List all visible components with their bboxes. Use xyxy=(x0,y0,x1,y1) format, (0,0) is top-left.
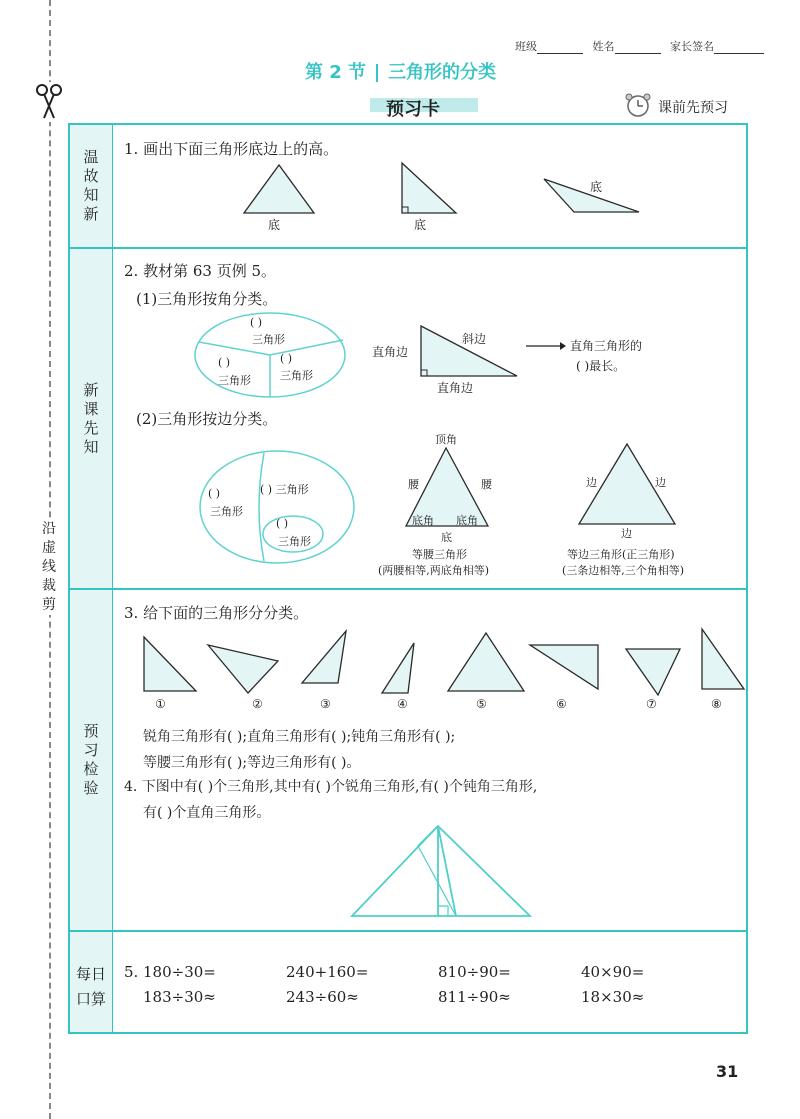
triangle-number-1: ① xyxy=(155,697,166,711)
composite-triangle-figure xyxy=(346,822,536,922)
right-leg-label-2: 直角边 xyxy=(437,381,474,395)
triangle-number-7: ⑦ xyxy=(646,697,657,711)
calc-4-1[interactable]: 40×90= xyxy=(581,963,645,981)
right-conclusion-line1: 直角三角形的 xyxy=(570,339,643,353)
calc-1-1[interactable]: 180÷30= xyxy=(143,963,216,981)
row-label-daily-1: 每日 xyxy=(76,965,107,983)
triangle-number-3: ③ xyxy=(320,697,331,711)
row-label-new: 新课先知 xyxy=(83,381,99,456)
classify-triangle-3 xyxy=(302,631,346,683)
calc-2-1[interactable]: 240+160= xyxy=(286,963,369,981)
angle-paren-right[interactable]: ( ) xyxy=(280,352,293,365)
triangle-number-8: ⑧ xyxy=(711,697,722,711)
leg-label-left: 腰 xyxy=(408,478,419,491)
classify-answer-line-2[interactable]: 等腰三角形有( );等边三角形有( )。 xyxy=(143,755,361,771)
classify-triangle-4 xyxy=(382,643,414,693)
question-1: 1. 画出下面三角形底边上的高。 xyxy=(124,140,339,158)
question-3: 3. 给下面的三角形分分类。 xyxy=(124,604,309,622)
base-angle-left: 底角 xyxy=(412,514,434,527)
equi-side-bottom: 边 xyxy=(621,527,632,540)
header-fields xyxy=(515,38,770,54)
apex-angle-label: 顶角 xyxy=(435,433,457,446)
classify-triangle-1 xyxy=(144,637,196,691)
alarm-clock-icon xyxy=(624,92,652,122)
label-column xyxy=(70,125,113,1032)
calc-3-1[interactable]: 810÷90= xyxy=(438,963,511,981)
row-label-daily-2: 口算 xyxy=(76,990,107,1008)
classify-triangles xyxy=(130,625,750,700)
base-angle-right: 底角 xyxy=(456,514,478,527)
row-divider-3 xyxy=(70,930,746,932)
calc-1-2[interactable]: 183÷30≈ xyxy=(143,988,216,1006)
section-title: 三角形的分类 xyxy=(388,62,497,83)
row-divider-2 xyxy=(70,588,746,590)
base-label-1: 底 xyxy=(268,218,281,232)
name-label: 姓名 xyxy=(592,40,615,53)
triangle-number-6: ⑥ xyxy=(556,697,567,711)
angle-tri-left: 三角形 xyxy=(218,374,251,387)
side-paren-left[interactable]: ( ) xyxy=(208,487,221,500)
classify-triangle-5 xyxy=(448,633,524,691)
angle-classification-ellipse xyxy=(193,310,353,400)
review-triangles xyxy=(230,155,650,225)
angle-paren-left[interactable]: ( ) xyxy=(218,356,231,369)
review-triangle-2 xyxy=(402,163,456,213)
side-tri-inner: 三角形 xyxy=(278,535,311,548)
calc-3-2[interactable]: 811÷90≈ xyxy=(438,988,511,1006)
side-paren-inner[interactable]: ( ) xyxy=(276,517,289,530)
isosceles-name: 等腰三角形 xyxy=(412,548,467,561)
angle-tri-top: 三角形 xyxy=(252,333,285,346)
row-label-check: 预习检验 xyxy=(83,722,99,797)
name-input[interactable] xyxy=(615,43,661,54)
hypotenuse-label: 斜边 xyxy=(462,332,487,346)
row-divider-1 xyxy=(70,247,746,249)
equi-side-right: 边 xyxy=(655,476,666,489)
row-label-review: 温故知新 xyxy=(83,148,99,223)
right-leg-label-1: 直角边 xyxy=(372,345,409,359)
class-input[interactable] xyxy=(537,43,583,54)
right-conclusion-line2[interactable]: ( )最长。 xyxy=(576,359,626,373)
classify-answer-line-1[interactable]: 锐角三角形有( );直角三角形有( );钝角三角形有( ); xyxy=(143,729,456,745)
question-2: 2. 教材第 63 页例 5。 xyxy=(124,262,277,280)
question-4-line-2[interactable]: 有( )个直角三角形。 xyxy=(143,805,271,821)
equi-side-left: 边 xyxy=(586,476,597,489)
question-4-line-1[interactable]: 4. 下图中有( )个三角形,其中有( )个锐角三角形,有( )个钝角三角形, xyxy=(124,779,538,795)
triangle-number-2: ② xyxy=(252,697,263,711)
scissors-icon xyxy=(34,82,64,122)
equilateral-desc: (三条边相等,三个角相等) xyxy=(562,564,685,577)
question-5-prefix: 5. xyxy=(124,963,139,981)
triangle-number-4: ④ xyxy=(397,697,408,711)
sub-question-1: (1)三角形按角分类。 xyxy=(136,290,278,308)
side-paren-tri-top[interactable]: ( ) 三角形 xyxy=(260,483,309,496)
equilateral-name: 等边三角形(正三角形) xyxy=(567,548,675,561)
iso-base-label: 底 xyxy=(441,531,452,544)
isosceles-desc: (两腰相等,两底角相等) xyxy=(378,564,490,577)
calc-2-2[interactable]: 243÷60≈ xyxy=(286,988,359,1006)
section-heading xyxy=(305,58,496,84)
triangle-number-5: ⑤ xyxy=(476,697,487,711)
section-number: 第 2 节 xyxy=(305,62,367,83)
parent-sign-label: 家长签名 xyxy=(670,40,714,53)
class-label: 班级 xyxy=(515,40,537,53)
angle-paren-top[interactable]: ( ) xyxy=(250,316,263,329)
classify-triangle-6 xyxy=(530,645,598,689)
side-tri-left: 三角形 xyxy=(210,505,243,518)
card-title: 预习卡 xyxy=(386,99,440,120)
review-triangle-1 xyxy=(244,165,314,213)
cut-line-text: 沿虚线裁剪 xyxy=(42,521,56,613)
base-label-3: 底 xyxy=(590,180,603,194)
classify-triangle-7 xyxy=(626,649,680,695)
classify-triangle-2 xyxy=(208,645,278,693)
leg-label-right: 腰 xyxy=(481,478,492,491)
base-label-2: 底 xyxy=(414,218,427,232)
angle-tri-right: 三角形 xyxy=(280,369,313,382)
calc-4-2[interactable]: 18×30≈ xyxy=(581,988,645,1006)
preview-label: 课前先预习 xyxy=(658,100,728,116)
sub-question-2: (2)三角形按边分类。 xyxy=(136,410,278,428)
arrow-icon xyxy=(526,340,566,352)
parent-sign-input[interactable] xyxy=(714,43,764,54)
page-number: 31 xyxy=(716,1062,739,1081)
classify-triangle-8 xyxy=(702,629,744,689)
